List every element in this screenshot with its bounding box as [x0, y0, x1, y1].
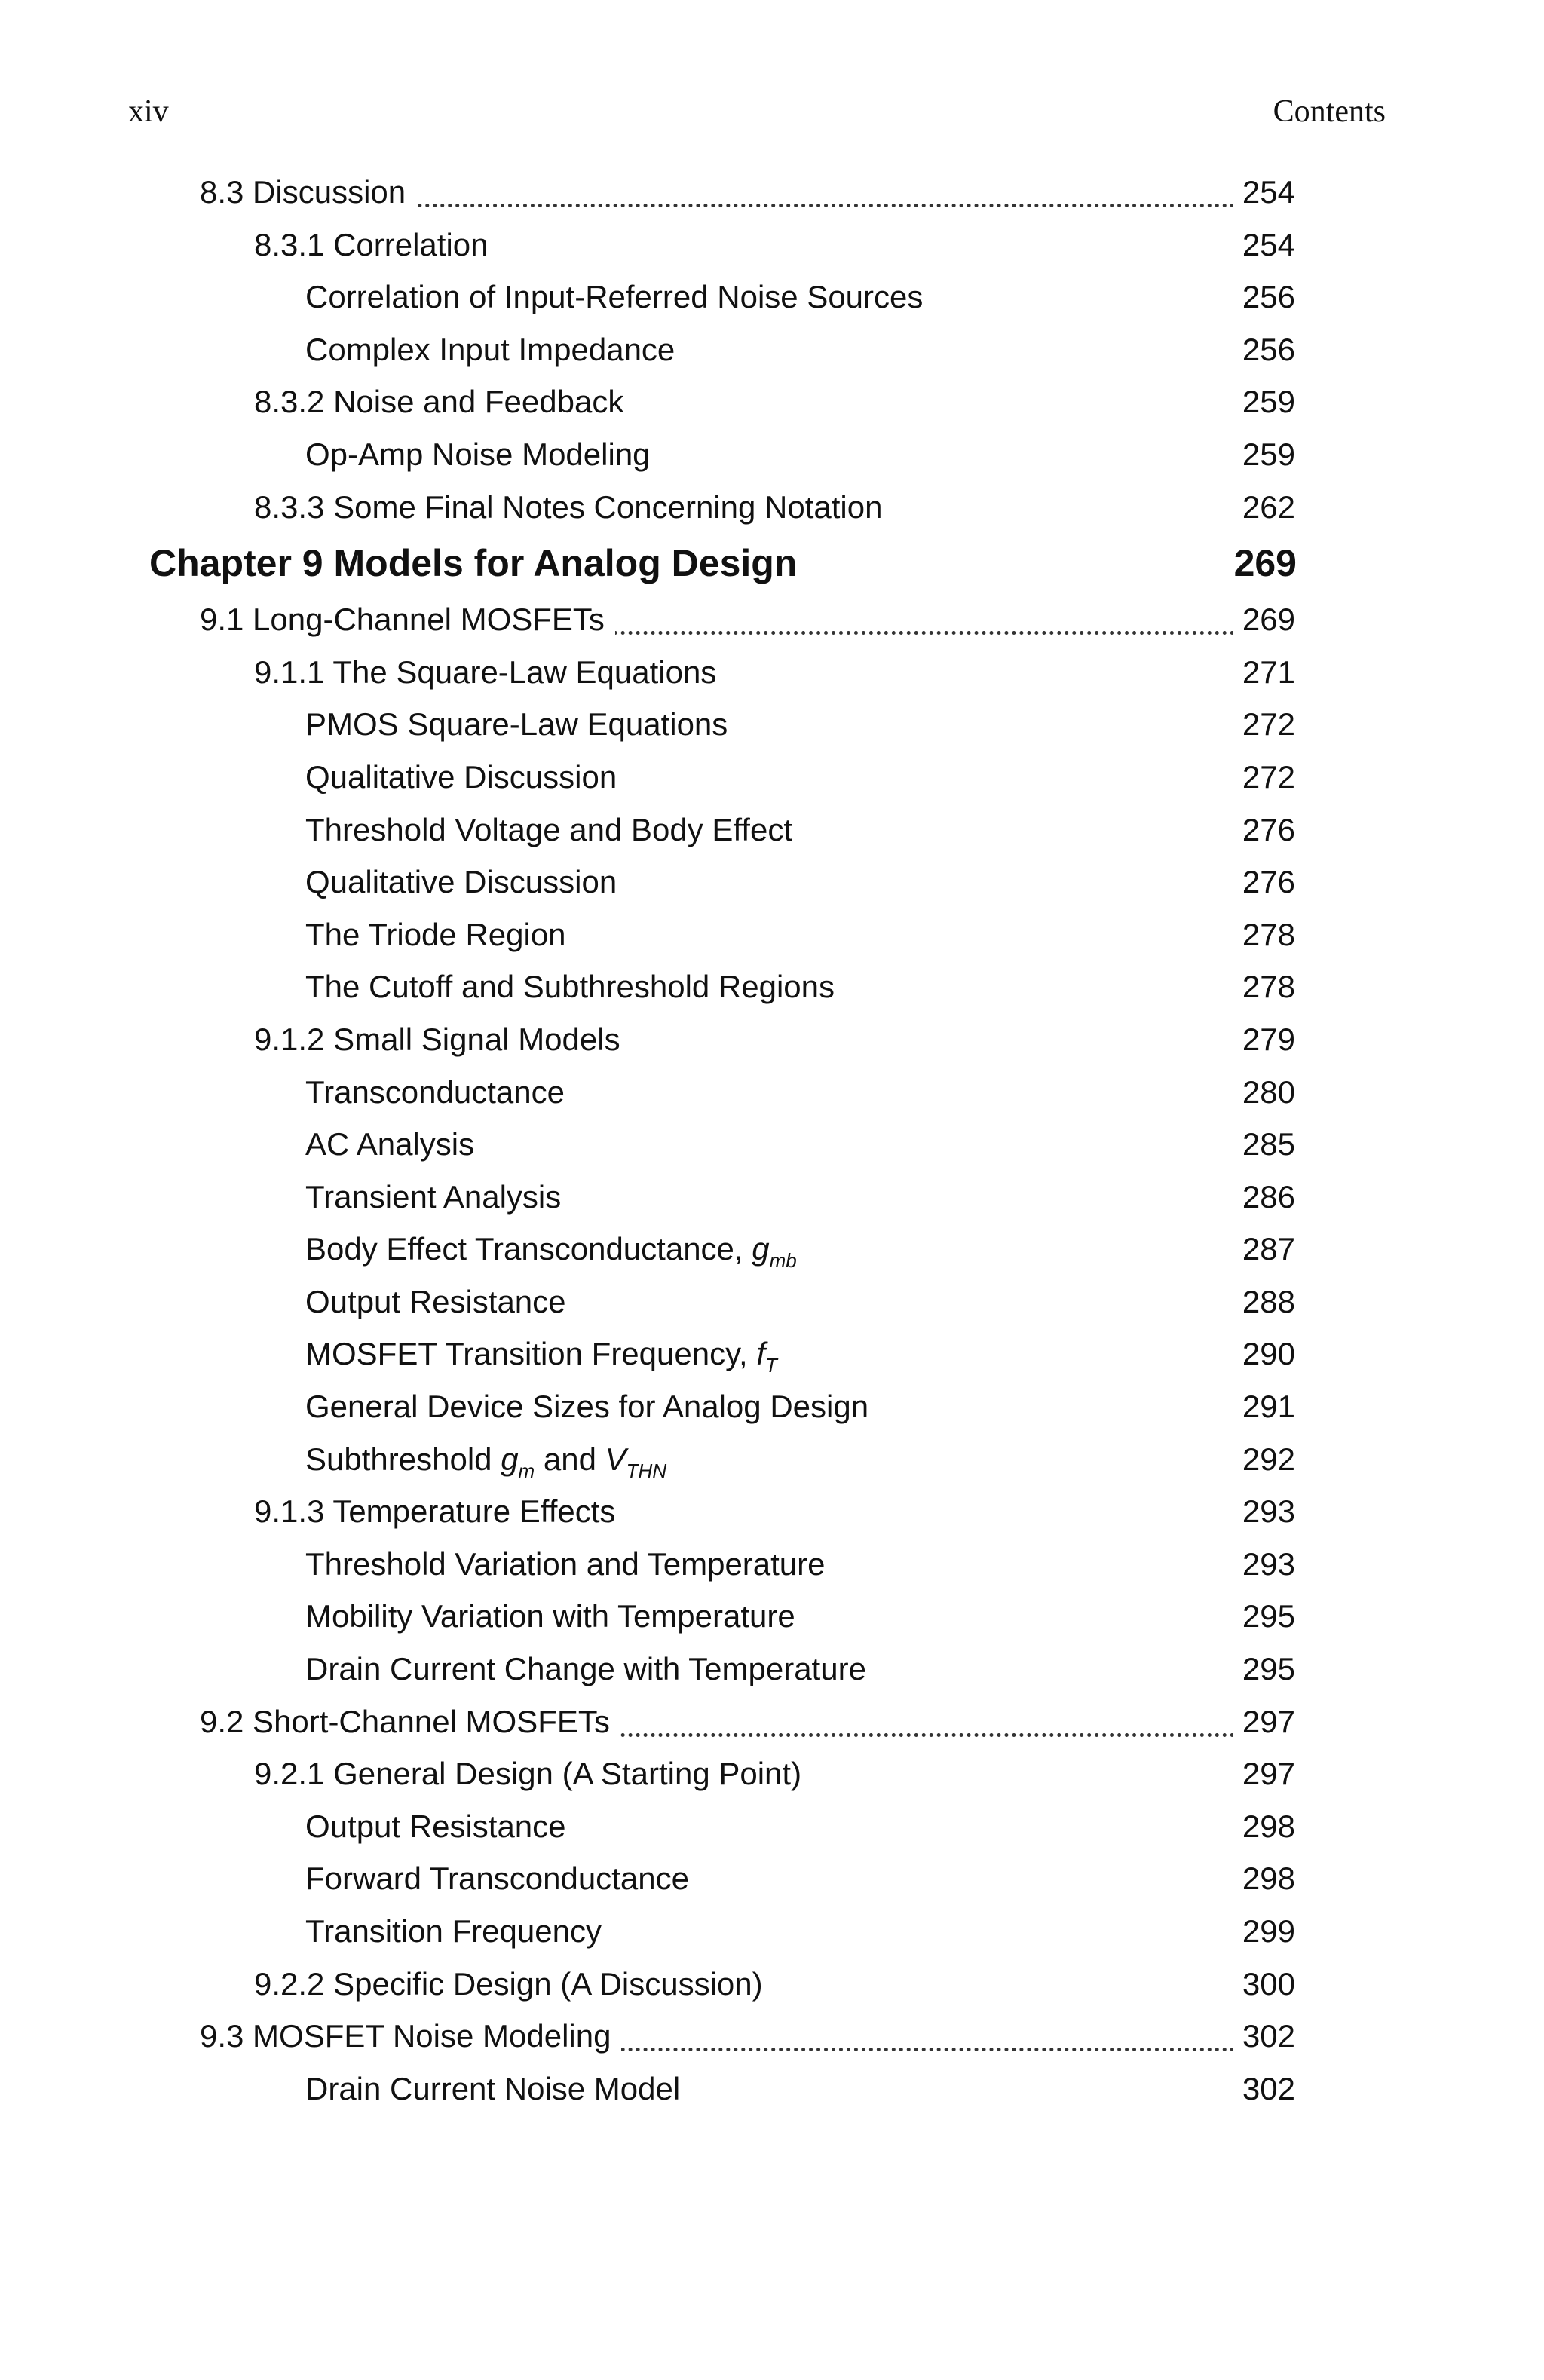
toc-page-number: 297 — [1233, 1695, 1295, 1748]
toc-entry-title: Drain Current Noise Model — [305, 2063, 691, 2115]
toc-page-number: 300 — [1233, 1958, 1295, 2011]
toc-entry[interactable] — [0, 593, 1544, 646]
toc-entry-title: General Device Sizes for Analog Design — [305, 1380, 879, 1433]
toc-entry[interactable] — [0, 1747, 1544, 1800]
toc-page-number: 287 — [1233, 1223, 1295, 1276]
toc-entry-title: Output Resistance — [305, 1800, 577, 1853]
toc-page-number: 262 — [1233, 481, 1295, 534]
toc-entry-title: 8.3.3 Some Final Notes Concerning Notation — [254, 481, 893, 534]
toc-page-number: 278 — [1233, 908, 1295, 961]
toc-entry[interactable] — [0, 1118, 1544, 1171]
toc-entry-title: Body Effect Transconductance, $g_{mb}$ — [305, 1223, 807, 1288]
toc-page-number: 276 — [1233, 804, 1295, 856]
toc-entry[interactable] — [0, 323, 1544, 376]
toc-entry-title: 9.1.3 Temperature Effects — [254, 1485, 626, 1538]
toc-entry-title: Subthreshold $g_m$ and $V_{THN}$ — [305, 1433, 677, 1498]
toc-page-number: 298 — [1233, 1852, 1295, 1905]
toc-entry[interactable] — [0, 1276, 1544, 1328]
toc-entry[interactable] — [0, 1905, 1544, 1958]
toc-entry-title: PMOS Square-Law Equations — [305, 698, 738, 751]
toc-entry-title: 9.2.1 General Design (A Starting Point) — [254, 1747, 812, 1800]
toc-page-number: 278 — [1233, 960, 1295, 1013]
toc-entry[interactable] — [0, 1328, 1544, 1380]
toc-page-number: 259 — [1233, 375, 1295, 428]
toc-page-number: 279 — [1233, 1013, 1295, 1066]
toc-entry-title: 8.3.1 Correlation — [254, 219, 499, 271]
page-number: xiv — [128, 94, 169, 129]
toc-entry-title: AC Analysis — [305, 1118, 485, 1171]
toc-entry-title: Forward Transconductance — [305, 1852, 700, 1905]
toc-page-number: 256 — [1233, 271, 1295, 323]
toc-entry-title: Op-Amp Noise Modeling — [305, 428, 661, 481]
toc-entry-title: 9.2 Short-Channel MOSFETs — [200, 1695, 620, 1748]
toc-entry-title: Threshold Variation and Temperature — [305, 1538, 836, 1591]
toc-entry[interactable] — [0, 804, 1544, 856]
math-symbol: g — [752, 1231, 770, 1267]
toc-entry[interactable] — [0, 1433, 1544, 1486]
toc-page-number: 299 — [1233, 1905, 1295, 1958]
toc-entry[interactable] — [0, 1852, 1544, 1905]
toc-page-number: 302 — [1233, 2063, 1295, 2115]
toc-entry[interactable] — [0, 960, 1544, 1013]
toc-page-number: 256 — [1233, 323, 1295, 376]
toc-entry-title: 9.1.2 Small Signal Models — [254, 1013, 631, 1066]
toc-entry[interactable] — [0, 751, 1544, 804]
toc-entry-title: Qualitative Discussion — [305, 751, 627, 804]
toc-entry[interactable] — [0, 1590, 1544, 1643]
toc-entry-title: 9.3 MOSFET Noise Modeling — [200, 2010, 621, 2063]
toc-page-number: 285 — [1233, 1118, 1295, 1171]
toc-entry[interactable] — [0, 646, 1544, 699]
toc-entry-title: Chapter 9 Models for Analog Design — [149, 533, 807, 593]
toc-entry[interactable] — [0, 698, 1544, 751]
toc-entry-title: Transition Frequency — [305, 1905, 612, 1958]
toc-entry[interactable] — [0, 1485, 1544, 1538]
toc-entry[interactable] — [0, 1800, 1544, 1853]
toc-entry-title: 9.1.1 The Square-Law Equations — [254, 646, 727, 699]
toc-page-number: 272 — [1233, 698, 1295, 751]
toc-entry[interactable] — [0, 375, 1544, 428]
toc-page-number: 269 — [1225, 533, 1297, 593]
toc-entry-title: Transient Analysis — [305, 1171, 571, 1224]
toc-page-number: 295 — [1233, 1643, 1295, 1695]
toc-entry[interactable] — [0, 2063, 1544, 2115]
toc-chapter-heading[interactable] — [0, 533, 1544, 593]
toc-page-number: 269 — [1233, 593, 1295, 646]
toc-entry[interactable] — [0, 1958, 1544, 2011]
toc-entry[interactable] — [0, 166, 1544, 219]
toc-page-number: 291 — [1233, 1380, 1295, 1433]
toc-entry[interactable] — [0, 1643, 1544, 1695]
toc-entry-title: Qualitative Discussion — [305, 856, 627, 908]
toc-entry[interactable] — [0, 428, 1544, 481]
running-title: Contents — [1273, 94, 1386, 129]
toc-entry[interactable] — [0, 1538, 1544, 1591]
toc-entry-title: Mobility Variation with Temperature — [305, 1590, 806, 1643]
toc-page-number: 254 — [1233, 219, 1295, 271]
toc-page-number: 293 — [1233, 1538, 1295, 1591]
toc-entry[interactable] — [0, 2010, 1544, 2063]
toc-page-number: 288 — [1233, 1276, 1295, 1328]
toc-entry[interactable] — [0, 908, 1544, 961]
toc-page-number: 292 — [1233, 1433, 1295, 1486]
toc-entry-title: Correlation of Input-Referred Noise Sources — [305, 271, 933, 323]
toc-page-number: 302 — [1233, 2010, 1295, 2063]
toc-page-number: 254 — [1233, 166, 1295, 219]
toc-page-number: 293 — [1233, 1485, 1295, 1538]
toc-page-number: 290 — [1233, 1328, 1295, 1380]
toc-entry[interactable] — [0, 481, 1544, 534]
toc-entry-title: The Cutoff and Subthreshold Regions — [305, 960, 845, 1013]
toc-entry-title: MOSFET Transition Frequency, $f_T$ — [305, 1328, 788, 1392]
toc-entry[interactable] — [0, 1223, 1544, 1276]
toc-entry-title: 9.1 Long-Channel MOSFETs — [200, 593, 615, 646]
table-of-contents — [0, 166, 1544, 2115]
toc-entry[interactable] — [0, 856, 1544, 908]
toc-entry[interactable] — [0, 1171, 1544, 1224]
toc-entry[interactable] — [0, 219, 1544, 271]
toc-entry[interactable] — [0, 271, 1544, 323]
toc-entry-title: Output Resistance — [305, 1276, 577, 1328]
toc-entry[interactable] — [0, 1695, 1544, 1748]
toc-page-number: 298 — [1233, 1800, 1295, 1853]
toc-entry[interactable] — [0, 1013, 1544, 1066]
toc-entry-title: Transconductance — [305, 1066, 575, 1119]
toc-page-number: 295 — [1233, 1590, 1295, 1643]
toc-entry-title: The Triode Region — [305, 908, 577, 961]
toc-entry[interactable] — [0, 1380, 1544, 1433]
toc-page-number: 272 — [1233, 751, 1295, 804]
toc-entry-title: Drain Current Change with Temperature — [305, 1643, 877, 1695]
toc-page-number: 271 — [1233, 646, 1295, 699]
toc-entry-title: 9.2.2 Specific Design (A Discussion) — [254, 1958, 774, 2011]
toc-page-number: 297 — [1233, 1747, 1295, 1800]
toc-entry[interactable] — [0, 1066, 1544, 1119]
math-symbol: f — [756, 1336, 765, 1372]
toc-page-number: 276 — [1233, 856, 1295, 908]
toc-page-number: 259 — [1233, 428, 1295, 481]
toc-page-number: 286 — [1233, 1171, 1295, 1224]
toc-entry-title: 8.3.2 Noise and Feedback — [254, 375, 634, 428]
toc-entry-title: 8.3 Discussion — [200, 166, 416, 219]
page-header — [0, 93, 1544, 139]
toc-entry-title: Complex Input Impedance — [305, 323, 685, 376]
toc-entry-title: Threshold Voltage and Body Effect — [305, 804, 803, 856]
toc-page-number: 280 — [1233, 1066, 1295, 1119]
